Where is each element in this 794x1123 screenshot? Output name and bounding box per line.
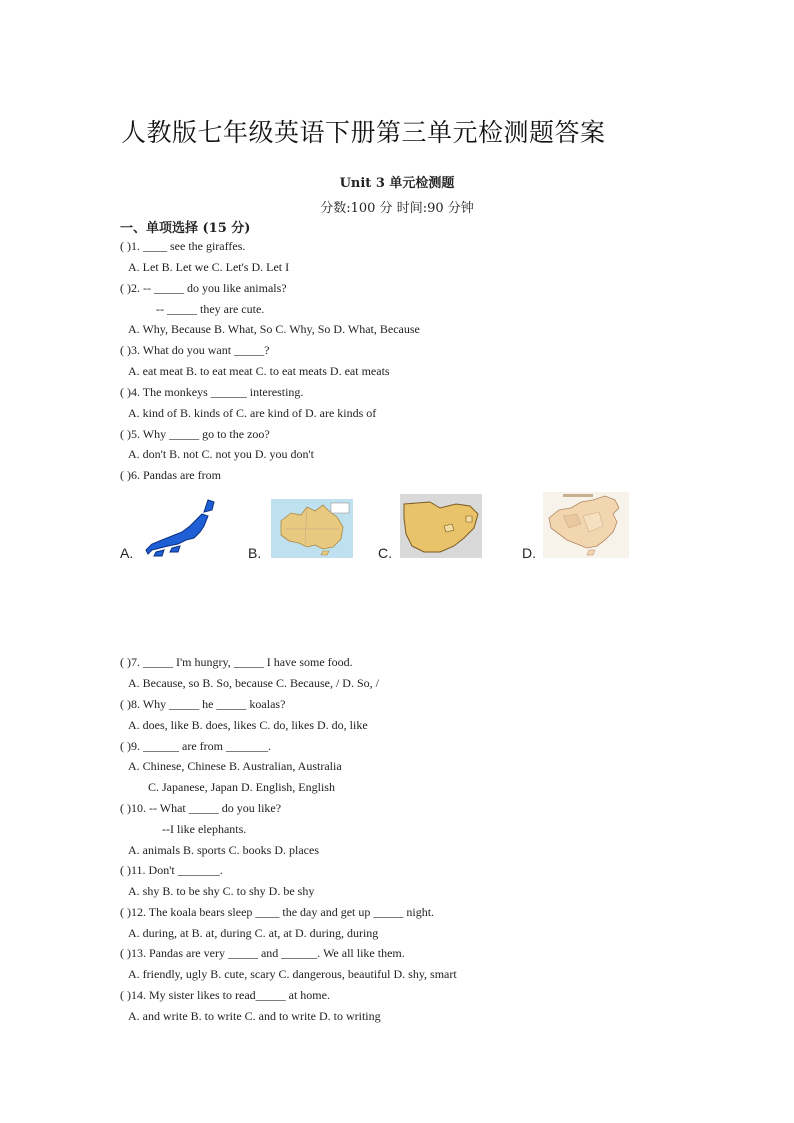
map-option-d-label: D.: [522, 545, 536, 561]
question-5: ( )5. Why _____ go to the zoo?: [120, 427, 270, 441]
options-10: A. animals B. sports C. books D. places: [128, 843, 319, 857]
options-11: A. shy B. to be shy C. to shy D. be shy: [128, 884, 315, 898]
question-10: ( )10. -- What _____ do you like?: [120, 801, 282, 815]
options-1: A. Let B. Let we C. Let's D. Let I: [128, 260, 290, 274]
options-7: A. Because, so B. So, because C. Because, / D. So, /: [128, 676, 379, 690]
question-4: ( )4. The monkeys ______ interesting.: [120, 385, 304, 399]
question-6: ( )6. Pandas are from: [120, 468, 221, 482]
question-3: ( )3. What do you want _____?: [120, 343, 270, 357]
map-option-b-label: B.: [248, 545, 262, 561]
japan-map-image: [142, 496, 218, 558]
options-3: A. eat meat B. to eat meat C. to eat meats D. eat meats: [128, 364, 390, 378]
question-11: ( )11. Don't _______.: [120, 863, 223, 877]
map-option-a-label: A.: [120, 545, 134, 561]
question-13: ( )13. Pandas are very _____ and ______. We all like them.: [120, 946, 405, 960]
options-2: A. Why, Because B. What, So C. Why, So D. What, Because: [128, 322, 420, 336]
question-2-reply: -- _____ they are cute.: [156, 302, 265, 316]
china-map-image: [543, 492, 629, 558]
page-title: 人教版七年级英语下册第三单元检测题答案: [121, 118, 606, 147]
question-9: ( )9. ______ are from _______.: [120, 739, 271, 753]
question-2: ( )2. -- _____ do you like animals?: [120, 281, 287, 295]
score-time-line: 分数:100 分 时间:90 分钟: [320, 201, 474, 216]
options-9a: A. Chinese, Chinese B. Australian, Australia: [128, 759, 342, 773]
options-9b: C. Japanese, Japan D. English, English: [148, 780, 335, 794]
options-8: A. does, like B. does, likes C. do, likes D. do, like: [128, 718, 368, 732]
options-14: A. and write B. to write C. and to write D. to writing: [128, 1009, 381, 1023]
question-12: ( )12. The koala bears sleep ____ the day and get up _____ night.: [120, 905, 435, 919]
options-13: A. friendly, ugly B. cute, scary C. dangerous, beautiful D. shy, smart: [128, 967, 457, 981]
question-8: ( )8. Why _____ he _____ koalas?: [120, 697, 286, 711]
map-option-c-label: C.: [378, 545, 392, 561]
question-10-reply: --I like elephants.: [162, 822, 247, 836]
question-14: ( )14. My sister likes to read_____ at home.: [120, 988, 330, 1002]
options-5: A. don't B. not C. not you D. you don't: [128, 447, 314, 461]
section-heading: 一、单项选择 (15 分): [120, 221, 251, 236]
options-4: A. kind of B. kinds of C. are kind of D. are kinds of: [128, 406, 377, 420]
question-1: ( )1. ____ see the giraffes.: [120, 239, 246, 253]
question-7: ( )7. _____ I'm hungry, _____ I have some food.: [120, 655, 353, 669]
unit-title: Unit 3 单元检测题: [339, 176, 455, 191]
options-12: A. during, at B. at, during C. at, at D. during, during: [128, 926, 379, 940]
south-africa-map-image: [400, 494, 482, 558]
australia-map-image: [271, 499, 353, 558]
